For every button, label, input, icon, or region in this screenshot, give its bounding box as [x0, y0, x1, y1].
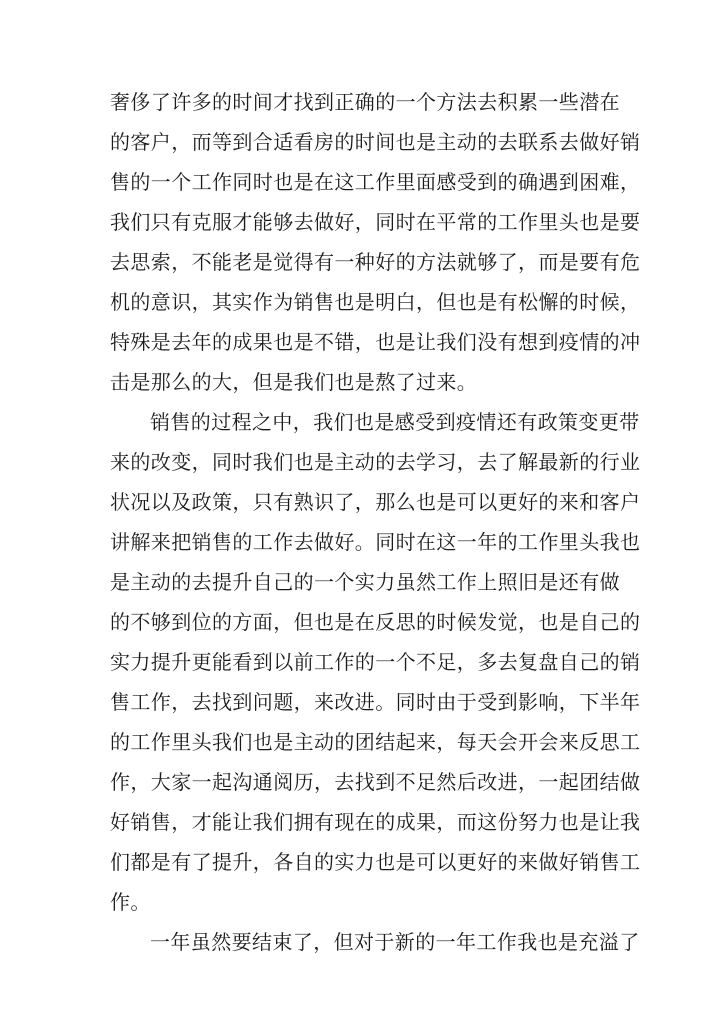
text-line: 来的改变，同时我们也是主动的去学习，去了解最新的行业 — [110, 450, 641, 474]
text-line: 是主动的去提升自己的一个实力虽然工作上照旧是还有做 — [110, 570, 620, 594]
text-line: 好销售，才能让我们拥有现在的成果，而这份努力也是让我 — [110, 810, 641, 834]
text-line: 售的一个工作同时也是在这工作里面感受到的确遇到困难， — [110, 170, 641, 194]
text-line: 销售的过程之中，我们也是感受到疫情还有政策变更带 — [150, 410, 640, 434]
text-line: 一年虽然要结束了，但对于新的一年工作我也是充溢了 — [150, 930, 640, 954]
text-line: 售工作，去找到问题，来改进。同时由于受到影响，下半年 — [110, 690, 641, 714]
text-line: 作，大家一起沟通阅历，去找到不足然后改进，一起团结做 — [110, 770, 641, 794]
text-line: 我们只有克服才能够去做好，同时在平常的工作里头也是要 — [110, 210, 641, 234]
text-line: 们都是有了提升，各自的实力也是可以更好的来做好销售工 — [110, 850, 641, 874]
text-line: 作。 — [110, 890, 151, 914]
body-text — [110, 82, 641, 962]
text-line: 的不够到位的方面，但也是在反思的时候发觉，也是自己的 — [110, 610, 641, 634]
text-line: 机的意识，其实作为销售也是明白，但也是有松懈的时候， — [110, 290, 641, 314]
text-line: 讲解来把销售的工作去做好。同时在这一年的工作里头我也 — [110, 530, 641, 554]
text-line: 特殊是去年的成果也是不错，也是让我们没有想到疫情的冲 — [110, 330, 641, 354]
text-line: 实力提升更能看到以前工作的一个不足，多去复盘自己的销 — [110, 650, 641, 674]
text-line: 击是那么的大，但是我们也是熬了过来。 — [110, 370, 478, 394]
text-line: 状况以及政策，只有熟识了，那么也是可以更好的来和客户 — [110, 490, 641, 514]
text-line: 的工作里头我们也是主动的团结起来，每天会开会来反思工 — [110, 730, 641, 754]
text-line: 奢侈了许多的时间才找到正确的一个方法去积累一些潜在 — [110, 90, 620, 114]
text-line: 去思索，不能老是觉得有一种好的方法就够了，而是要有危 — [110, 250, 641, 274]
text-line: 的客户，而等到合适看房的时间也是主动的去联系去做好销 — [110, 130, 641, 154]
